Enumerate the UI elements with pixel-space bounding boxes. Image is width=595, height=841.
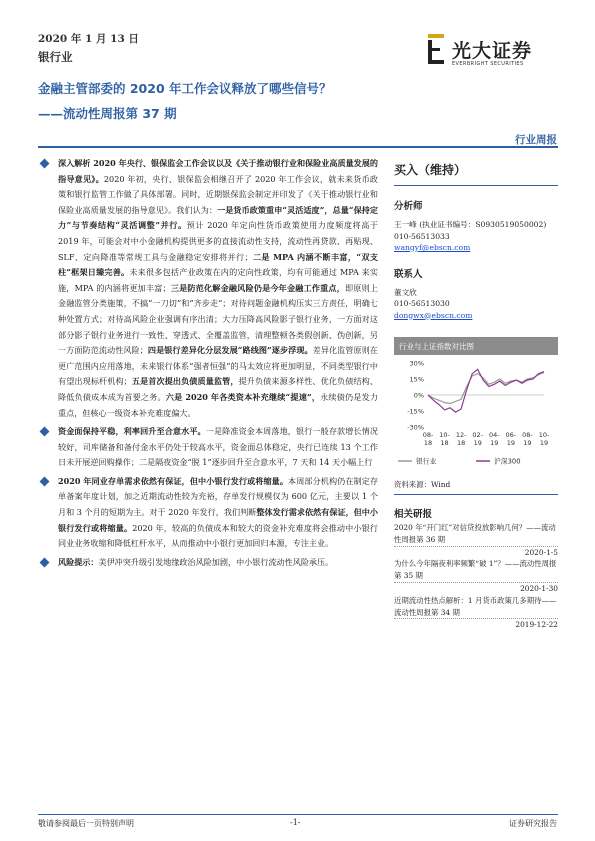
p1-s4: 预计 2020 年定向性货币政策使用力度频度将高于 2019 年，可能会对中小金融机构提供更多的直接流动性支持，流动性再贷款、再贴现、SLF、定向降准等常规工具与金融稳定安排将并行； [58,220,379,262]
company-logo [425,34,555,70]
contact-name: 董文欣 [394,287,417,297]
p1-s3: 一是货币政策重申“灵活适度”，总量“保持定力”与节奏结构“灵活调整”并行。 [58,204,379,231]
p1-s14: 永续债仍是发力重点，但核心一级资本补充难度偏大。 [58,391,378,418]
paragraph-1 [38,156,378,421]
footer-report-label: 证券研究报告 [509,819,557,828]
x-tick-label: 18 [423,439,433,447]
p3-s1: 2020 年同业存单需求依然有保证，但中小银行发行或将缩量。 [58,475,289,486]
p1-s2: 2020 年初，央行、银保监会相继召开了 2020 年工作会议，就未来货币政策和银行监管工作做了具体部署。同时，近期银保监会制定并印发了《关于推动银行业和保险业高质量发展的指导意见》。我们认为： [58,173,378,215]
legend-label: 银行业 [416,457,437,466]
related-item[interactable]: 为什么今年隔夜利率频繁“破 1”？——流动性周报第 35 期 [394,559,557,581]
related-heading: 相关研报 [394,509,433,520]
report-date: 2020 年 1 月 13 日 [38,33,139,45]
x-tick-label: 19 [523,439,532,447]
x-tick-label: 06- [505,431,517,439]
p1-s13: 六是 2020 年各类资本补充继续“提速”， [165,391,321,402]
p1-s8: 即原则上金融监管分类施策，不搞“一刀切”和“齐步走”；对待问题金融机构压实三方责任，明确七种处置方式；对待高风险企业强调有序出清；大力压降高风险影子银行业务，一方面对这部分影子银行业务进行一致性、穿透式、全覆盖监管，清理整顿各类假创新、伪创新，另一方面防范流动性风险； [58,282,378,356]
related-date: 2020-1-30 [394,582,558,595]
p1-s7: 三是防范化解金融风险仍是今年金融工作重点， [170,282,345,293]
p3-s2: 本周部分机构仍在制定存单备案年度计划，加之近期流动性较为充裕，存单发行规模仅为 600 亿元，主要以 1 个月和 3 个月的短期为主。对于 2020 年发行，我们判断 [58,475,378,518]
x-tick-label: 08- [422,431,434,439]
related-item[interactable]: 2020 年“开门红”对信贷投放影响几何？——流动性周报第 36 期 [394,523,556,544]
logo-mark-icon [425,34,447,66]
series-line-0 [428,373,544,404]
x-tick-label: 19 [490,439,499,447]
x-tick-label: 10- [439,431,450,439]
related-date: 2020-1-5 [394,546,558,559]
x-tick-label: 19 [506,439,515,447]
related-item[interactable]: 近期流动性热点解析：1 月货币政策几多期待——流动性周报第 34 期 [394,595,557,617]
contact-email-link[interactable]: dongwx@ebscn.com [394,310,473,320]
p4-s1: 风险提示： [58,556,99,567]
sidebar [394,156,558,631]
page-number: -1- [290,818,301,827]
x-tick-label: 12- [455,431,467,439]
legend-label: 沪深300 [494,457,521,466]
p1-s12: 提升负债来源多样性、优化负债结构、降低负债成本成为首要之务。 [58,376,378,402]
y-tick-label: -30% [407,423,424,432]
bullet-icon [40,557,50,567]
chart-title: 行业与上证指数对比图 [394,338,558,355]
footer-disclaimer: 敬请参阅最后一页特别声明 [38,819,134,828]
series-line-1 [428,369,544,412]
x-tick-label: 08- [522,431,533,439]
analyst-heading: 分析师 [394,201,423,212]
report-subtitle: ——流动性周报第 37 期 [38,106,177,121]
chart-source: 资料来源：Wind [394,479,558,495]
chart-svg [394,355,558,475]
p1-s9: 四是银行差异化分层发展“路线图”逐步浮现。 [147,345,313,356]
bullet-icon [40,159,50,169]
y-tick-label: -15% [407,407,424,416]
x-tick-label: 18 [440,439,449,447]
p2-s2: 一是降准资金本周落地，银行一般存款增长情况较好，司库储备和备付金水平仍处于较高水平，资金面总体稳定，央行已连续 13 个工作日未开展逆回购操作；二是隔夜资金“脱 1”逐步回升至合意水平，7 天和 14 天小幅上行 [58,426,378,468]
p1-s6: 未来很多包括产业政策在内的定向性政策，均有可能通过 MPA 来实施，MPA 的内涵将更加丰富； [58,267,379,293]
y-tick-label: 0% [413,391,424,400]
p3-s4: 2020 年，较高的负债成本和较大的资金补充难度将会推动中小银行同业业务收缩和降低杠杆水平，从而推动中小银行更加回归本源，专注主业。 [58,522,378,549]
contact-heading: 联系人 [394,268,423,280]
main-text [38,156,378,573]
p4-s2: 美伊冲突升级引发地缘政治风险加剧，中小银行流动性风险承压。 [98,556,334,567]
report-type: 行业周报 [515,134,557,146]
p1-s5: 二是 MPA 内涵不断丰富，“双支柱”框架日臻完善。 [58,251,378,278]
analyst-phone: 010-56513033 [394,231,450,241]
report-title: 金融主管部委的 2020 年工作会议释放了哪些信号？ [38,81,332,96]
industry-label: 银行业 [38,50,73,64]
bullet-icon [40,427,50,437]
paragraph-3 [38,474,378,552]
p1-s11: 五是首次提出负债质量监管， [131,376,239,387]
bullet-icon [40,476,50,486]
y-tick-label: 30% [409,359,424,368]
paragraph-4 [38,555,378,571]
y-tick-label: 15% [409,375,424,384]
footer-rule [38,814,558,815]
p1-s10: 差异化监管原则在更广范围内应用落地，未来银行体系“强者恒强”的马太效应将更加明显，不同类型银行中有望出现标杆机构； [58,345,378,387]
p2-s1: 资金面保持平稳，利率回升至合意水平。 [58,426,206,437]
header-rule [38,146,558,148]
x-tick-label: 19 [539,439,549,447]
analyst-email-link[interactable]: wangyf@ebscn.com [394,243,471,252]
x-tick-label: 18 [457,439,466,447]
x-tick-label: 19 [473,439,482,447]
logo-cn-text: 光大证券 [452,40,533,62]
rating: 买入（维持） [394,161,558,186]
related-date: 2019-12-22 [394,618,558,631]
x-tick-label: 02- [472,431,484,439]
index-chart [394,337,558,477]
x-tick-label: 10- [538,431,550,439]
logo-en-text: EVERBRIGHT SECURITIES [452,61,524,67]
paragraph-2 [38,424,378,471]
x-tick-label: 04- [488,431,500,439]
contact-phone: 010-56513030 [394,299,450,308]
analyst-name: 王一峰 (执业证书编号：S0930519050002) [394,220,547,229]
p3-s3: 整体发行需求依然有保证，但中小银行发行或将缩量。 [58,507,378,533]
p1-s1: 深入解析 2020 年央行、银保监会工作会议以及《关于推动银行业和保险业高质量发展的指导意见》。 [58,158,378,184]
related-list [394,522,558,631]
